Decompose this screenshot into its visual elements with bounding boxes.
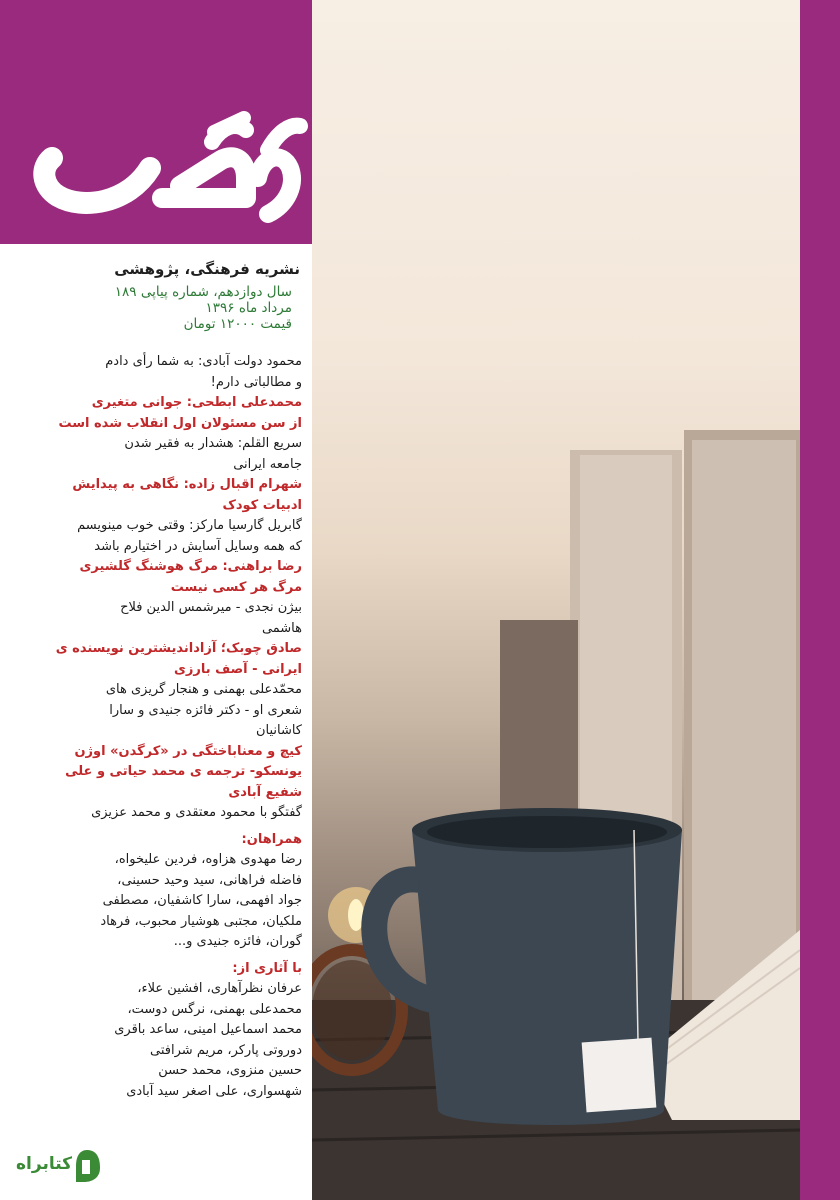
contributors-line: دوروتی پارکر، مریم شرافتی [150, 1042, 302, 1058]
ketabrah-watermark [16, 1144, 116, 1188]
contributors-line: عرفان نظرآهاری، افشین علاء، [137, 981, 302, 996]
contributors-line: محمد اسماعیل امینی، ساعد باقری [114, 1022, 302, 1037]
toc-line: شفیع آبادی [228, 784, 302, 800]
table-of-contents [12, 352, 302, 1102]
tea-cup-books-image [312, 0, 800, 1200]
toc-line: از سن مسئولان اول انقلاب شده است [58, 415, 302, 431]
toc-line: مرگ هر کسی نیست [170, 579, 302, 595]
companions-line: گوران، فائزه جنیدی و... [173, 934, 302, 949]
contributors-line: شهسواری، علی اصغر سید آبادی [126, 1083, 302, 1099]
ketabrah-logo-icon [72, 1148, 102, 1184]
issue-line: سال دوازدهم، شماره پیاپی ۱۸۹ [114, 284, 292, 300]
contributors-line: محمدعلی بهمنی، نرگس دوست، [127, 1001, 302, 1017]
magazine-subtitle: نشریه فرهنگی، پژوهشی [114, 260, 300, 278]
magazine-logo [0, 0, 312, 244]
companions-line: رضا مهدوی هزاوه، فردین علیخواه، [114, 852, 302, 867]
toc-line: سریع القلم: هشدار به فقیر شدن [124, 436, 302, 451]
ketabrah-logo-text: کتابراه [16, 1154, 73, 1174]
issue-line: مرداد ماه ۱۳۹۶ [205, 300, 292, 316]
toc-line: کاشانیان [255, 723, 302, 738]
toc-line: جامعه ایرانی [233, 456, 302, 472]
companions-line: ملکیان، مجتبی هوشیار محبوب، فرهاد [100, 913, 302, 929]
companions-line: فاضله فراهانی، سید وحید حسینی، [117, 872, 302, 888]
contributors-heading: با آثاری از: [232, 960, 302, 976]
companions-heading: همراهان: [241, 831, 302, 847]
toc-line: شعری او - دکتر فائزه جنیدی و سارا [109, 702, 302, 718]
toc-line: ایرانی - آصف بارزی [173, 661, 302, 677]
toc-line: بیژن نجدی - میرشمس الدین فلاح [120, 600, 302, 615]
toc-line: گابریل گارسیا مارکز: وقتی خوب مینویسم [77, 518, 302, 533]
toc-line: که همه وسایل آسایش در اختیارم باشد [94, 538, 302, 554]
magazine-logo-block [0, 0, 312, 244]
companions-line: جواد افهمی، سارا کاشفیان، مصطفی [102, 893, 302, 908]
toc-line: کیچ و معناباختگی در «کرگدن» اوژن [74, 743, 302, 759]
toc-line: محمّدعلی بهمنی و هنجار گریزی های [105, 682, 302, 697]
toc-line: محمدعلی ابطحی: جوانی متغیری [91, 395, 302, 410]
issue-info [115, 284, 292, 332]
cover-photo [312, 0, 800, 1200]
toc-line: محمود دولت آبادی: به شما رأی دادم [105, 354, 302, 369]
issue-line: قیمت ۱۲۰۰۰ تومان [183, 316, 292, 332]
toc-line: گفتگو با محمود معتقدی و محمد عزیزی [91, 805, 302, 820]
toc-line: ادبیات کودک [222, 497, 302, 513]
toc-line: و مطالباتی دارم! [210, 374, 302, 390]
toc-line: رضا براهنی: مرگ هوشنگ گلشیری [79, 559, 302, 574]
cover-text-column [0, 244, 312, 1200]
contributors-line: حسین منزوی، محمد حسن [158, 1063, 302, 1078]
right-accent-band [800, 0, 840, 1200]
toc-line: شهرام اقبال زاده: نگاهی به پیدایش [72, 477, 302, 492]
toc-line: صادق چوبک؛ آزاداندیشترین نویسنده ی [55, 641, 302, 656]
toc-line: هاشمی [261, 620, 302, 636]
toc-line: یونسکو- ترجمه ی محمد حیاتی و علی [65, 764, 302, 779]
